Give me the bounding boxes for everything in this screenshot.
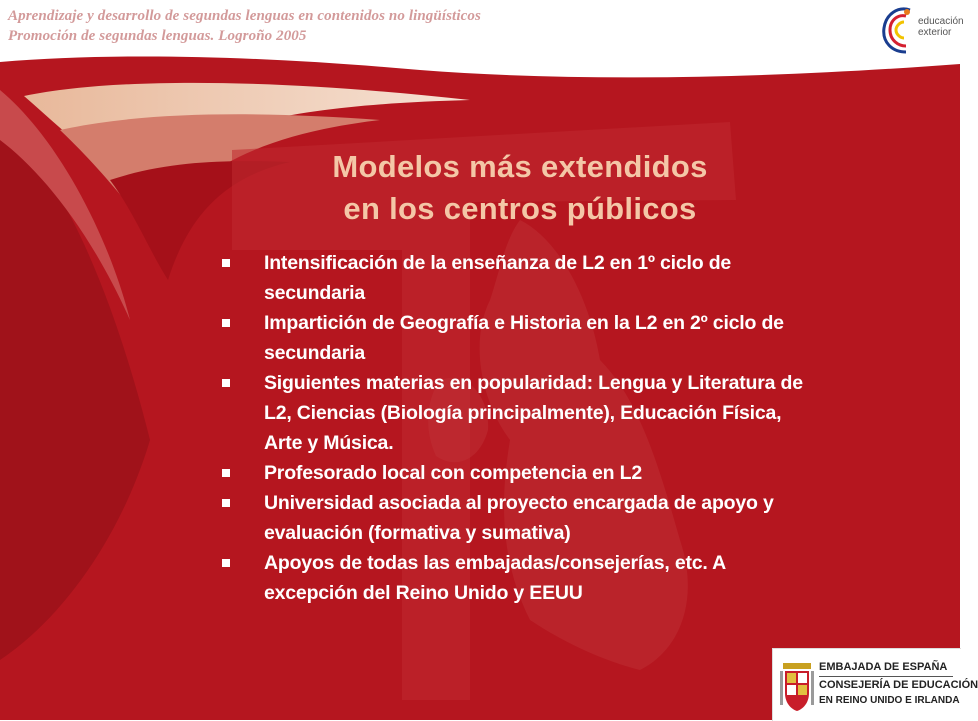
logo-text-line-1: educación [918, 16, 964, 27]
square-bullet-icon [222, 559, 230, 567]
bullet-item: Siguientes materias en popularidad: Lengua y Literatura de L2, Ciencias (Biología principalmente), Educación Física, Arte y Música. [218, 368, 898, 458]
bullet-list [218, 248, 898, 608]
header-line-2: Promoción de segundas lenguas. Logroño 2005 [8, 28, 307, 44]
bullet-item: Universidad asociada al proyecto encargada de apoyo y evaluación (formativa y sumativa) [218, 488, 898, 548]
swirl-logo-icon [876, 2, 918, 58]
square-bullet-icon [222, 499, 230, 507]
embajada-logo [772, 648, 978, 721]
bullet-item: Profesorado local con competencia en L2 [218, 458, 898, 488]
square-bullet-icon [222, 379, 230, 387]
title-line-2: en los centros públicos [343, 191, 697, 226]
bullet-item: Apoyos de todas las embajadas/consejerías, etc. A excepción del Reino Unido y EEUU [218, 548, 898, 608]
square-bullet-icon [222, 469, 230, 477]
bullet-item: Impartición de Geografía e Historia en la L2 en 2º ciclo de secundaria [218, 308, 898, 368]
square-bullet-icon [222, 259, 230, 267]
slide-title [200, 146, 840, 230]
title-line-1: Modelos más extendidos [332, 149, 708, 184]
square-bullet-icon [222, 319, 230, 327]
spanish-coat-of-arms-icon [779, 657, 815, 715]
bullet-item: Intensificación de la enseñanza de L2 en 1º ciclo de secundaria [218, 248, 898, 308]
embajada-line-2: CONSEJERÍA DE EDUCACIÓN [819, 679, 978, 691]
header-line-1: Aprendizaje y desarrollo de segundas lenguas en contenidos no lingüísticos [8, 8, 481, 24]
educacion-exterior-logo [876, 2, 964, 58]
embajada-line-1: EMBAJADA DE ESPAÑA [819, 661, 948, 673]
divider [819, 676, 953, 677]
embajada-line-3: EN REINO UNIDO E IRLANDA [819, 695, 960, 706]
logo-text-line-2: exterior [918, 27, 952, 38]
